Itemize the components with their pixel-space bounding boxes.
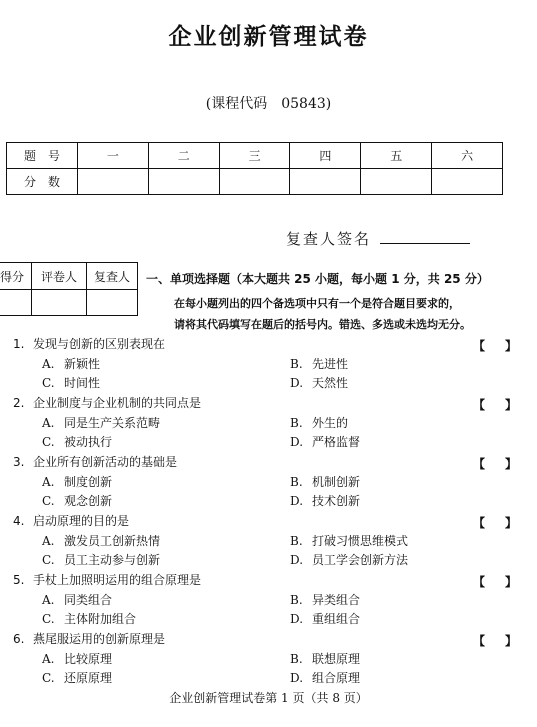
question-number: 6. bbox=[13, 632, 25, 646]
grader-cell[interactable] bbox=[87, 290, 138, 316]
option-b: B. 联想原理 bbox=[290, 652, 361, 666]
grader-header-row bbox=[0, 263, 138, 290]
question-stem bbox=[13, 335, 165, 352]
option-c: C. 观念创新 bbox=[42, 494, 113, 508]
grader-cell[interactable] bbox=[0, 290, 32, 316]
option-d: D. 天然性 bbox=[290, 376, 349, 390]
question-stem bbox=[13, 630, 165, 647]
page-footer: 企业创新管理试卷第 1 页（共 8 页） bbox=[169, 691, 368, 705]
score-cell[interactable] bbox=[432, 169, 503, 195]
question-text: 启动原理的目的是 bbox=[33, 514, 130, 528]
question-text: 燕尾服运用的创新原理是 bbox=[33, 632, 166, 646]
option-c: C. 时间性 bbox=[42, 376, 101, 390]
option-c: C. 被动执行 bbox=[42, 435, 113, 449]
option-d: D. 技术创新 bbox=[290, 494, 361, 508]
column-header-2: 二 bbox=[148, 143, 219, 169]
option-c: C. 主体附加组合 bbox=[42, 612, 137, 626]
answer-bracket[interactable]: 【 】 bbox=[473, 398, 518, 412]
answer-bracket[interactable]: 【 】 bbox=[473, 516, 518, 530]
grader-cell[interactable] bbox=[32, 290, 87, 316]
question-number: 4. bbox=[13, 514, 25, 528]
question-number: 1. bbox=[13, 337, 25, 351]
option-d: D. 重组组合 bbox=[290, 612, 361, 626]
option-b: B. 先进性 bbox=[290, 357, 349, 371]
grader-header-score: 得分 bbox=[0, 263, 32, 290]
course-code: (课程代码 05843) bbox=[205, 96, 332, 112]
grader-header-reviewer: 复查人 bbox=[87, 263, 138, 290]
option-a: A. 同类组合 bbox=[42, 593, 113, 607]
column-header-3: 三 bbox=[219, 143, 290, 169]
score-cell[interactable] bbox=[290, 169, 361, 195]
column-header-5: 五 bbox=[361, 143, 432, 169]
score-table bbox=[6, 142, 503, 195]
answer-bracket[interactable]: 【 】 bbox=[473, 457, 518, 471]
reviewer-signature-label: 复查人签名 bbox=[286, 230, 372, 248]
reviewer-signature-line[interactable] bbox=[380, 243, 470, 244]
question-stem bbox=[13, 571, 201, 588]
option-a: A. 激发员工创新热情 bbox=[42, 534, 161, 548]
score-cell[interactable] bbox=[361, 169, 432, 195]
grader-entry-row bbox=[0, 290, 138, 316]
option-a: A. 新颖性 bbox=[42, 357, 101, 371]
row-label-score: 分 数 bbox=[7, 169, 78, 195]
option-d: D. 员工学会创新方法 bbox=[290, 553, 409, 567]
question-stem bbox=[13, 453, 177, 470]
option-d: D. 组合原理 bbox=[290, 671, 361, 685]
question-number: 3. bbox=[13, 455, 25, 469]
score-row bbox=[7, 169, 503, 195]
option-b: B. 打破习惯思维模式 bbox=[290, 534, 409, 548]
question-text: 企业制度与企业机制的共同点是 bbox=[33, 396, 202, 410]
question-number: 2. bbox=[13, 396, 25, 410]
option-c: C. 还原原理 bbox=[42, 671, 113, 685]
section-instruction: 在每小题列出的四个备选项中只有一个是符合题目要求的， bbox=[174, 297, 460, 310]
question-stem bbox=[13, 512, 129, 529]
score-cell[interactable] bbox=[148, 169, 219, 195]
column-header-4: 四 bbox=[290, 143, 361, 169]
question-text: 发现与创新的区别表现在 bbox=[33, 337, 166, 351]
option-a: A. 比较原理 bbox=[42, 652, 113, 666]
answer-bracket[interactable]: 【 】 bbox=[473, 634, 518, 648]
question-number: 5. bbox=[13, 573, 25, 587]
grader-table bbox=[0, 262, 138, 316]
column-header-1: 一 bbox=[78, 143, 149, 169]
option-a: A. 同是生产关系范畴 bbox=[42, 416, 161, 430]
question-text: 企业所有创新活动的基础是 bbox=[33, 455, 178, 469]
column-header-6: 六 bbox=[432, 143, 503, 169]
score-cell[interactable] bbox=[219, 169, 290, 195]
option-d: D. 严格监督 bbox=[290, 435, 361, 449]
option-b: B. 异类组合 bbox=[290, 593, 361, 607]
section-heading: 一、单项选择题（本大题共 25 小题，每小题 1 分，共 25 分） bbox=[146, 272, 489, 286]
answer-bracket[interactable]: 【 】 bbox=[473, 339, 518, 353]
option-b: B. 外生的 bbox=[290, 416, 349, 430]
question-text: 手杖上加照明运用的组合原理是 bbox=[33, 573, 202, 587]
question-stem bbox=[13, 394, 201, 411]
option-a: A. 制度创新 bbox=[42, 475, 113, 489]
option-c: C. 员工主动参与创新 bbox=[42, 553, 161, 567]
answer-bracket[interactable]: 【 】 bbox=[473, 575, 518, 589]
row-label-question-number: 题 号 bbox=[7, 143, 78, 169]
score-cell[interactable] bbox=[78, 169, 149, 195]
exam-title: 企业创新管理试卷 bbox=[168, 24, 369, 50]
option-b: B. 机制创新 bbox=[290, 475, 361, 489]
question-number-row bbox=[7, 143, 503, 169]
grader-header-grader: 评卷人 bbox=[32, 263, 87, 290]
section-instruction: 请将其代码填写在题后的括号内。错选、多选或未选均无分。 bbox=[174, 318, 471, 331]
